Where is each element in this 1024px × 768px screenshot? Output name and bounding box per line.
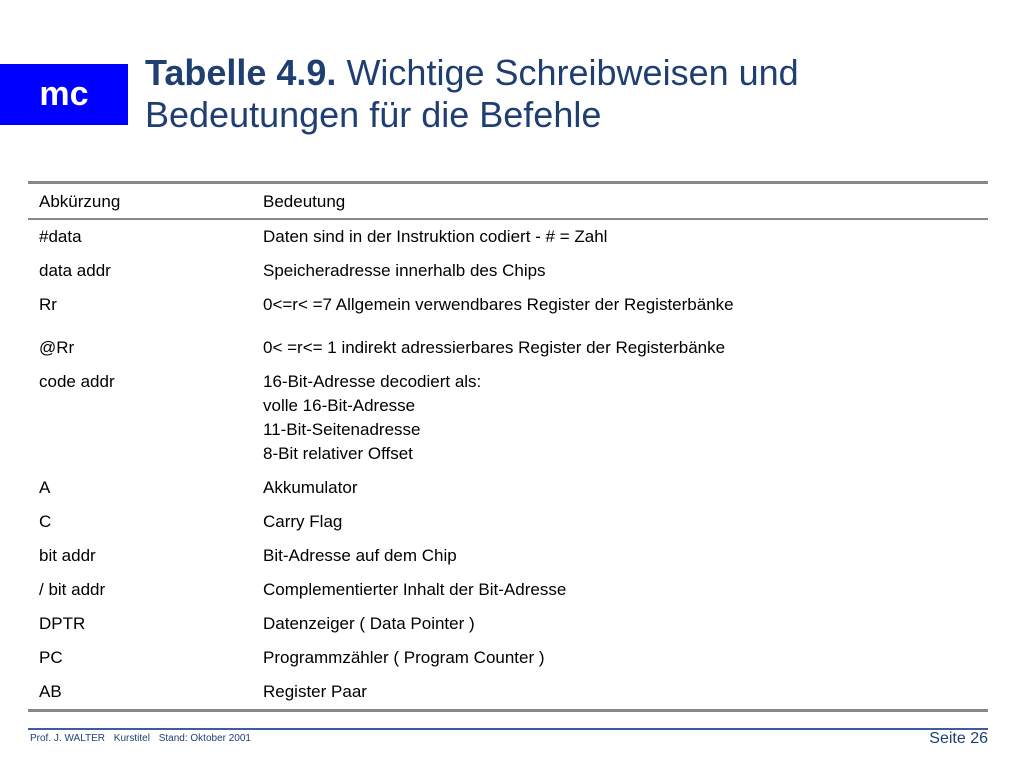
meaning-line: Register Paar [263,682,367,701]
cell-abbreviation: #data [39,227,82,246]
table-row [28,573,988,607]
table-row [28,539,988,573]
meaning-line: 16-Bit-Adresse decodiert als: [263,372,482,391]
footer-date: Stand: Oktober 2001 [158,733,251,744]
cell-meaning [263,370,988,466]
cell-abbreviation: code addr [39,372,115,391]
footer-info [30,733,257,744]
table-row [28,331,988,365]
meaning-line: 0< =r<= 1 indirekt adressierbares Register der Registerbänke [263,338,726,357]
cell-abbreviation: / bit addr [39,580,106,599]
meaning-line: 0<=r< =7 Allgemein verwendbares Register der Registerbänke [263,295,734,314]
title-text: Wichtige Schreibweisen und [336,52,799,93]
table-row [28,254,988,288]
page-number: Seite 26 [929,730,988,747]
cell-abbreviation: PC [39,648,63,667]
cell-abbreviation: Rr [39,295,57,314]
cell-meaning [263,259,988,283]
cell-meaning [263,680,988,704]
cell-abbreviation: A [39,478,51,497]
table-header-row [28,184,988,220]
footer-course: Kurstitel [113,733,150,744]
cell-meaning [263,510,988,534]
cell-meaning [263,544,988,568]
table-row [28,607,988,641]
title-text-line2: Bedeutungen für die Befehle [145,94,602,135]
cell-meaning [263,578,988,602]
table-row [28,365,988,471]
cell-meaning [263,646,988,670]
meaning-line: 11-Bit-Seitenadresse [263,420,421,439]
abbreviation-table [28,181,988,712]
footer-author: Prof. J. WALTER [30,733,106,744]
column-header-abbreviation: Abkürzung [39,192,121,211]
column-header-meaning: Bedeutung [263,192,346,211]
table-row [28,675,988,709]
cell-abbreviation: @Rr [39,338,75,357]
cell-meaning [263,476,988,500]
table-row [28,220,988,254]
meaning-line: Datenzeiger ( Data Pointer ) [263,614,475,633]
meaning-line: Complementierter Inhalt der Bit-Adresse [263,580,567,599]
footer-divider [28,728,988,730]
table-row [28,641,988,675]
cell-meaning [263,612,988,636]
logo-mc: mc [0,64,128,125]
meaning-line: Speicheradresse innerhalb des Chips [263,261,546,280]
meaning-line: volle 16-Bit-Adresse [263,396,416,415]
meaning-line: 8-Bit relativer Offset [263,444,413,463]
table-row [28,471,988,505]
table-row [28,505,988,539]
meaning-line: Akkumulator [263,478,358,497]
cell-abbreviation: data addr [39,261,111,280]
cell-meaning [263,336,988,360]
cell-abbreviation: bit addr [39,546,96,565]
cell-abbreviation: DPTR [39,614,86,633]
cell-abbreviation: C [39,512,52,531]
page-title [145,52,1005,136]
table-row [28,288,988,331]
table-body [28,220,988,709]
meaning-line: Carry Flag [263,512,343,531]
meaning-line: Programmzähler ( Program Counter ) [263,648,545,667]
cell-meaning [263,293,988,317]
title-label: Tabelle 4.9. [145,52,337,93]
cell-abbreviation: AB [39,682,62,701]
meaning-line: Bit-Adresse auf dem Chip [263,546,457,565]
cell-meaning [263,225,988,249]
meaning-line: Daten sind in der Instruktion codiert - # = Zahl [263,227,608,246]
